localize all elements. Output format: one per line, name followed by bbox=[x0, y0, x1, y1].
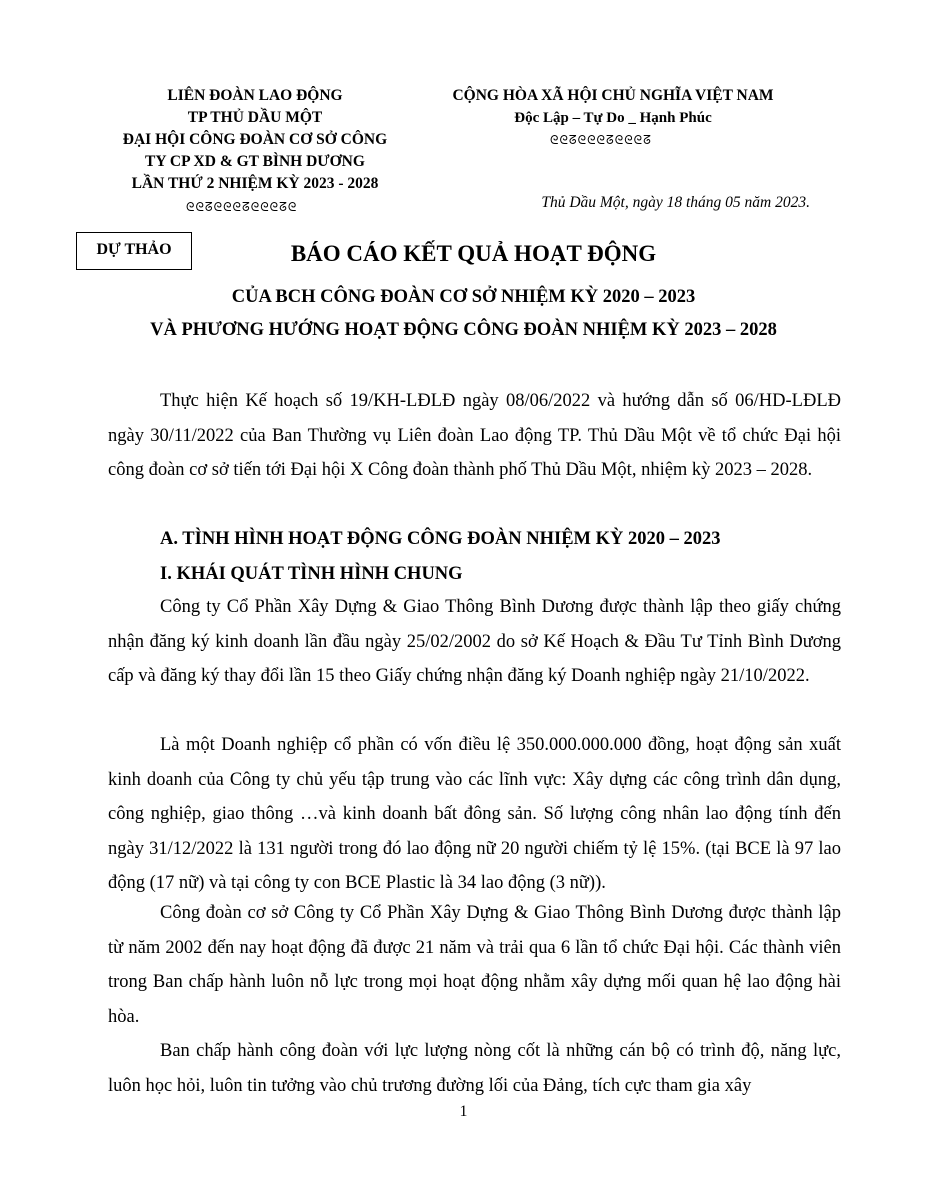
body-paragraph-union: Công đoàn cơ sở Công ty Cổ Phần Xây Dựng & Giao Thông Bình Dương được thành lập từ năm 2002 đến nay hoạt động đã được 21 năm và trải qua 6 lần tổ chức Đại hội. Các thành viên trong Ban chấp hành luôn nỗ lực trong mọi hoạt động nhằm xây dựng mối quan hệ lao động hài hòa. bbox=[108, 903, 841, 1027]
intro-paragraph: Thực hiện Kế hoạch số 19/KH-LĐLĐ ngày 08/06/2022 và hướng dẫn số 06/HD-LĐLĐ ngày 30/11/2022 của Ban Thường vụ Liên đoàn Lao động TP. Thủ Dầu Một về tổ chức Đại hội công đoàn cơ sở tiến tới Đại hội X Công đoàn thành phố Thủ Dầu Một, nhiệm kỳ 2023 – 2028. bbox=[108, 391, 841, 480]
report-title: BÁO CÁO KẾT QUẢ HOẠT ĐỘNG bbox=[290, 241, 657, 266]
document-date: Thủ Dầu Một, ngày 18 tháng 05 năm 2023. bbox=[541, 194, 810, 211]
republic-name: CỘNG HÒA XÃ HỘI CHỦ NGHĨA VIỆT NAM bbox=[452, 87, 774, 104]
national-motto: Độc Lập – Tự Do _ Hạnh Phúc bbox=[514, 110, 712, 126]
report-subtitle-1: CỦA BCH CÔNG ĐOÀN CƠ SỞ NHIỆM KỲ 2020 – 2023 bbox=[231, 287, 696, 307]
section-heading-a: A. TÌNH HÌNH HOẠT ĐỘNG CÔNG ĐOÀN NHIỆM KỲ 2020 – 2023 bbox=[160, 529, 721, 549]
issuing-organization bbox=[100, 85, 410, 195]
body-paragraph-company: Công ty Cổ Phần Xây Dựng & Giao Thông Bình Dương được thành lập theo giấy chứng nhận đăng ký kinh doanh lần đầu ngày 25/02/2002 do sở Kế Hoạch & Đầu Tư Tỉnh Bình Dương cấp và đăng ký thay đổi lần 15 theo Giấy chứng nhận đăng ký Doanh nghiệp ngày 21/10/2022. bbox=[108, 597, 841, 686]
org-line: LIÊN ĐOÀN LAO ĐỘNG bbox=[167, 87, 343, 104]
org-line: ĐẠI HỘI CÔNG ĐOÀN CƠ SỞ CÔNG bbox=[122, 131, 388, 148]
org-line: LẦN THỨ 2 NHIỆM KỲ 2023 - 2028 bbox=[131, 175, 379, 192]
page-number: 1 bbox=[459, 1103, 468, 1120]
ornament-divider-left: ᘓᘓᘔᘓᘓᘓᘔᘓᘓᘓᘔᘓ bbox=[186, 200, 298, 214]
draft-label-box: DỰ THẢO bbox=[76, 232, 192, 270]
section-heading-i: I. KHÁI QUÁT TÌNH HÌNH CHUNG bbox=[160, 564, 463, 584]
body-paragraph-committee: Ban chấp hành công đoàn với lực lượng nòng cốt là những cán bộ có trình độ, năng lực, luôn học hỏi, luôn tin tưởng vào chủ trương đường lối của Đảng, tích cực tham gia xây bbox=[108, 1041, 841, 1096]
org-line: TY CP XD & GT BÌNH DƯƠNG bbox=[145, 153, 365, 170]
ornament-divider-right: ᘓᘓᘔᘓᘓᘓᘔᘓᘓᘓᘔ bbox=[550, 133, 652, 147]
report-subtitle-2: VÀ PHƯƠNG HƯỚNG HOẠT ĐỘNG CÔNG ĐOÀN NHIỆM KỲ 2023 – 2028 bbox=[150, 320, 777, 340]
national-heading bbox=[418, 85, 808, 129]
org-line: TP THỦ DẦU MỘT bbox=[187, 109, 323, 126]
body-paragraph-capital: Là một Doanh nghiệp cổ phần có vốn điều lệ 350.000.000.000 đồng, hoạt động sản xuất kinh doanh của Công ty chủ yếu tập trung vào các lĩnh vực: Xây dựng các công trình dân dụng, công nghiệp, giao thông …và kinh doanh bất đông sản. Số lượng công nhân lao động tính đến ngày 31/12/2022 là 131 người trong đó lao động nữ 20 người chiếm tỷ lệ 15%. (tại BCE là 97 lao động (17 nữ) và tại công ty con BCE Plastic là 34 lao động (3 nữ)). bbox=[108, 735, 841, 893]
